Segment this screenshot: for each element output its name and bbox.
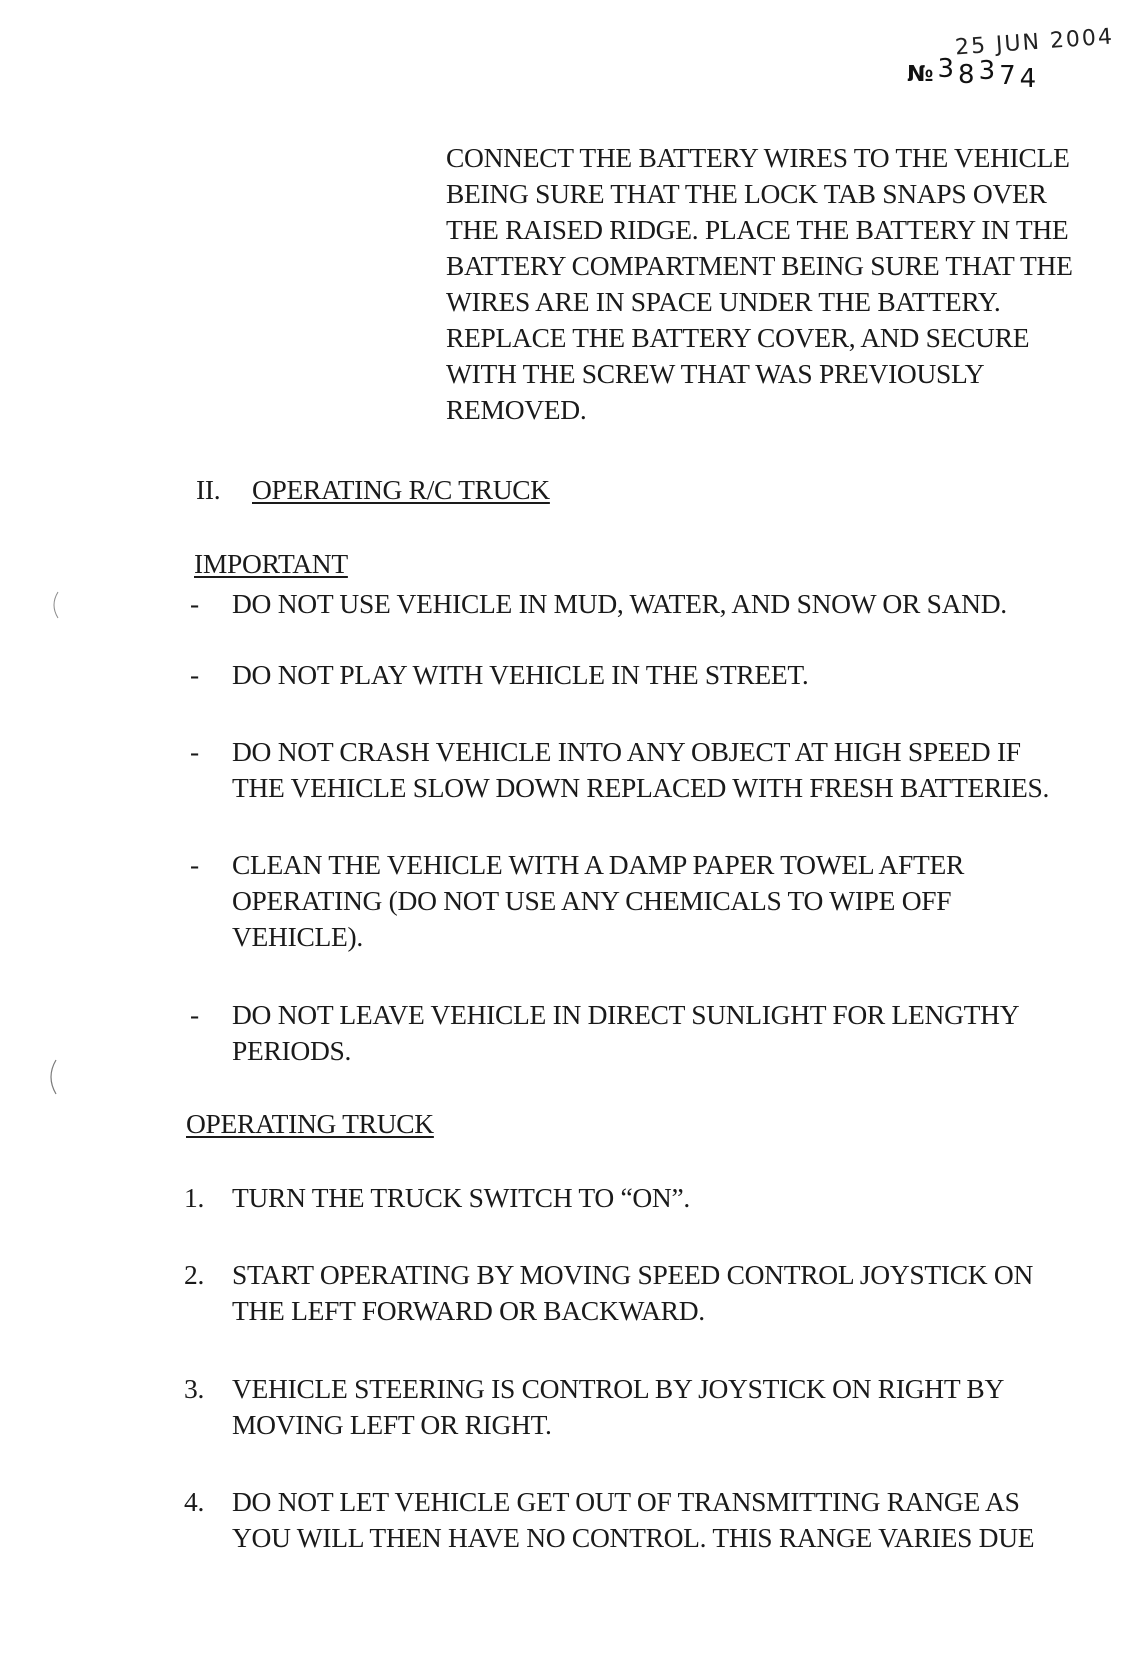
bullet-text: DO NOT PLAY WITH VEHICLE IN THE STREET. — [232, 659, 809, 690]
section-number: II. — [196, 474, 221, 505]
bullet-dash: - — [190, 736, 199, 767]
step-text: DO NOT LET VEHICLE GET OUT OF TRANSMITTING RANGE AS — [232, 1486, 1020, 1517]
bullet-text: CLEAN THE VEHICLE WITH A DAMP PAPER TOWEL AFTER — [232, 849, 965, 880]
paragraph-line: THE RAISED RIDGE. PLACE THE BATTERY IN THE — [446, 214, 1069, 245]
bullet-text: VEHICLE). — [232, 921, 363, 952]
stamp-number-prefix: № — [907, 62, 934, 87]
bullet-dash: - — [190, 999, 199, 1030]
section-heading — [196, 472, 550, 508]
stamp-number — [907, 54, 1041, 94]
important-heading: IMPORTANT — [194, 548, 348, 579]
stamp-digit: 3 — [937, 54, 959, 84]
bullet-text: PERIODS. — [232, 1035, 352, 1066]
bullet-text: DO NOT LEAVE VEHICLE IN DIRECT SUNLIGHT FOR LENGTHY — [232, 999, 1020, 1030]
step-text: MOVING LEFT OR RIGHT. — [232, 1409, 552, 1440]
step-text: YOU WILL THEN HAVE NO CONTROL. THIS RANGE VARIES DUE — [232, 1522, 1035, 1553]
step-text: VEHICLE STEERING IS CONTROL BY JOYSTICK ON RIGHT BY — [232, 1373, 1005, 1404]
paragraph-line: REMOVED. — [446, 394, 587, 425]
paragraph-line: WIRES ARE IN SPACE UNDER THE BATTERY. — [446, 286, 1001, 317]
step-number: 3. — [184, 1373, 205, 1404]
stamp-digit: 3 — [978, 56, 1000, 86]
bullet-dash: - — [190, 849, 199, 880]
stamp-digit: 8 — [958, 60, 979, 90]
paragraph-line: CONNECT THE BATTERY WIRES TO THE VEHICLE — [446, 142, 1070, 173]
step-text: START OPERATING BY MOVING SPEED CONTROL JOYSTICK ON — [232, 1259, 1034, 1290]
paragraph-line: BEING SURE THAT THE LOCK TAB SNAPS OVER — [446, 178, 1047, 209]
bullet-text: THE VEHICLE SLOW DOWN REPLACED WITH FRESH BATTERIES. — [232, 772, 1050, 803]
step-number: 2. — [184, 1259, 205, 1290]
stamp-date: 25 JUN 2004 — [954, 24, 1115, 61]
stamp-digit: 7 — [999, 61, 1020, 91]
bullet-dash: - — [190, 588, 199, 619]
operating-truck-heading: OPERATING TRUCK — [186, 1108, 434, 1139]
step-text: TURN THE TRUCK SWITCH TO “ON”. — [232, 1182, 690, 1213]
step-text: THE LEFT FORWARD OR BACKWARD. — [232, 1295, 705, 1326]
stamp-digit: 4 — [1019, 64, 1041, 94]
battery-instructions-paragraph — [446, 140, 1136, 428]
bullet-dash: - — [190, 659, 199, 690]
bullet-text: DO NOT USE VEHICLE IN MUD, WATER, AND SNOW OR SAND. — [232, 588, 1007, 619]
paragraph-line: WITH THE SCREW THAT WAS PREVIOUSLY — [446, 358, 985, 389]
paragraph-line: BATTERY COMPARTMENT BEING SURE THAT THE — [446, 250, 1073, 281]
scan-margin-mark — [44, 1058, 60, 1096]
step-number: 1. — [184, 1182, 205, 1213]
paragraph-line: REPLACE THE BATTERY COVER, AND SECURE — [446, 322, 1030, 353]
bullet-text: DO NOT CRASH VEHICLE INTO ANY OBJECT AT HIGH SPEED IF — [232, 736, 1021, 767]
step-number: 4. — [184, 1486, 205, 1517]
section-title: OPERATING R/C TRUCK — [252, 474, 550, 505]
scan-margin-mark — [48, 590, 62, 620]
bullet-text: OPERATING (DO NOT USE ANY CHEMICALS TO WIPE OFF — [232, 885, 952, 916]
